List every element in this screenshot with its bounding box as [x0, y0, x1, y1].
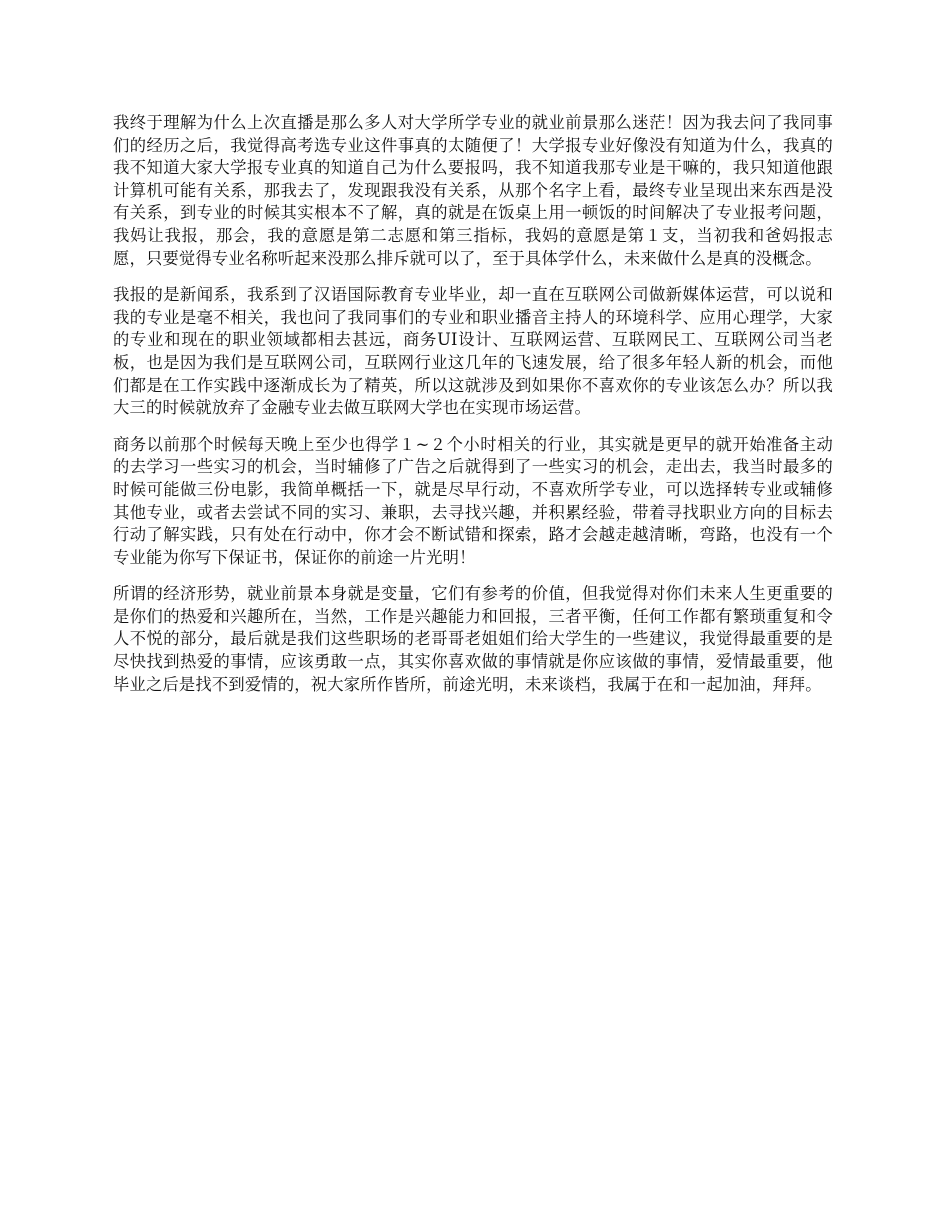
paragraph-3: 商务以前那个时候每天晚上至少也得学１~２个小时相关的行业，其实就是更早的就开始准备主动的去学习一些实习的机会，当时辅修了广告之后就得到了一些实习的机会，走出去，我当时最多的时候可能做三份电影，我简单概括一下，就是尽早行动，不喜欢所学专业，可以选择转专业或辅修其他专业，或者去尝试不同的实习、兼职，去寻找兴趣，并积累经验，带着寻找职业方向的目标去行动了解实践，只有处在行动中，你才会不断试错和探索，路才会越走越清晰，弯路，也没有一个专业能为你写下保证书，保证你的前途一片光明！ [113, 434, 833, 567]
paragraph-4: 所谓的经济形势，就业前景本身就是变量，它们有参考的价值，但我觉得对你们未来人生更重要的是你们的热爱和兴趣所在，当然，工作是兴趣能力和回报，三者平衡，任何工作都有繁琐重复和令人不悦的部分，最后就是我们这些职场的老哥哥老姐姐们给大学生的一些建议，我觉得最重要的是尽快找到热爱的事情，应该勇敢一点，其实你喜欢做的事情就是你应该做的事情，爱情最重要，他毕业之后是找不到爱情的，祝大家所作皆所，前途光明，未来谈档，我属于在和一起加油，拜拜。 [113, 584, 833, 694]
document-body [113, 112, 833, 710]
paragraph-1: 我终于理解为什么上次直播是那么多人对大学所学专业的就业前景那么迷茫！因为我去问了我同事们的经历之后，我觉得高考选专业这件事真的太随便了！大学报专业好像没有知道为什么，我真的我不知道大家大学报专业真的知道自己为什么要报吗，我不知道我那专业是干嘛的，我只知道他跟计算机可能有关系，那我去了，发现跟我没有关系，从那个名字上看，最终专业呈现出来东西是没有关系，到专业的时候其实根本不了解，真的就是在饭桌上用一顿饭的时间解决了专业报考问题，我妈让我报，那会，我的意愿是第二志愿和第三指标，我妈的意愿是第１支，当初我和爸妈报志愿，只要觉得专业名称听起来没那么排斥就可以了，至于具体学什么，未来做什么是真的没概念。 [113, 113, 833, 268]
paragraph-2: 我报的是新闻系，我系到了汉语国际教育专业毕业，却一直在互联网公司做新媒体运营，可以说和我的专业是毫不相关，我也问了我同事们的专业和职业播音主持人的环境科学、应用心理学，大家的专业和现在的职业领域都相去甚远，商务UI设计、互联网运营、互联网民工、互联网公司当老板，也是因为我们是互联网公司，互联网行业这几年的飞速发展，给了很多年轻人新的机会，而他们都是在工作实践中逐渐成长为了精英，所以这就涉及到如果你不喜欢你的专业该怎么办？所以我大三的时候就放弃了金融专业去做互联网大学也在实现市场运营。 [113, 285, 833, 418]
